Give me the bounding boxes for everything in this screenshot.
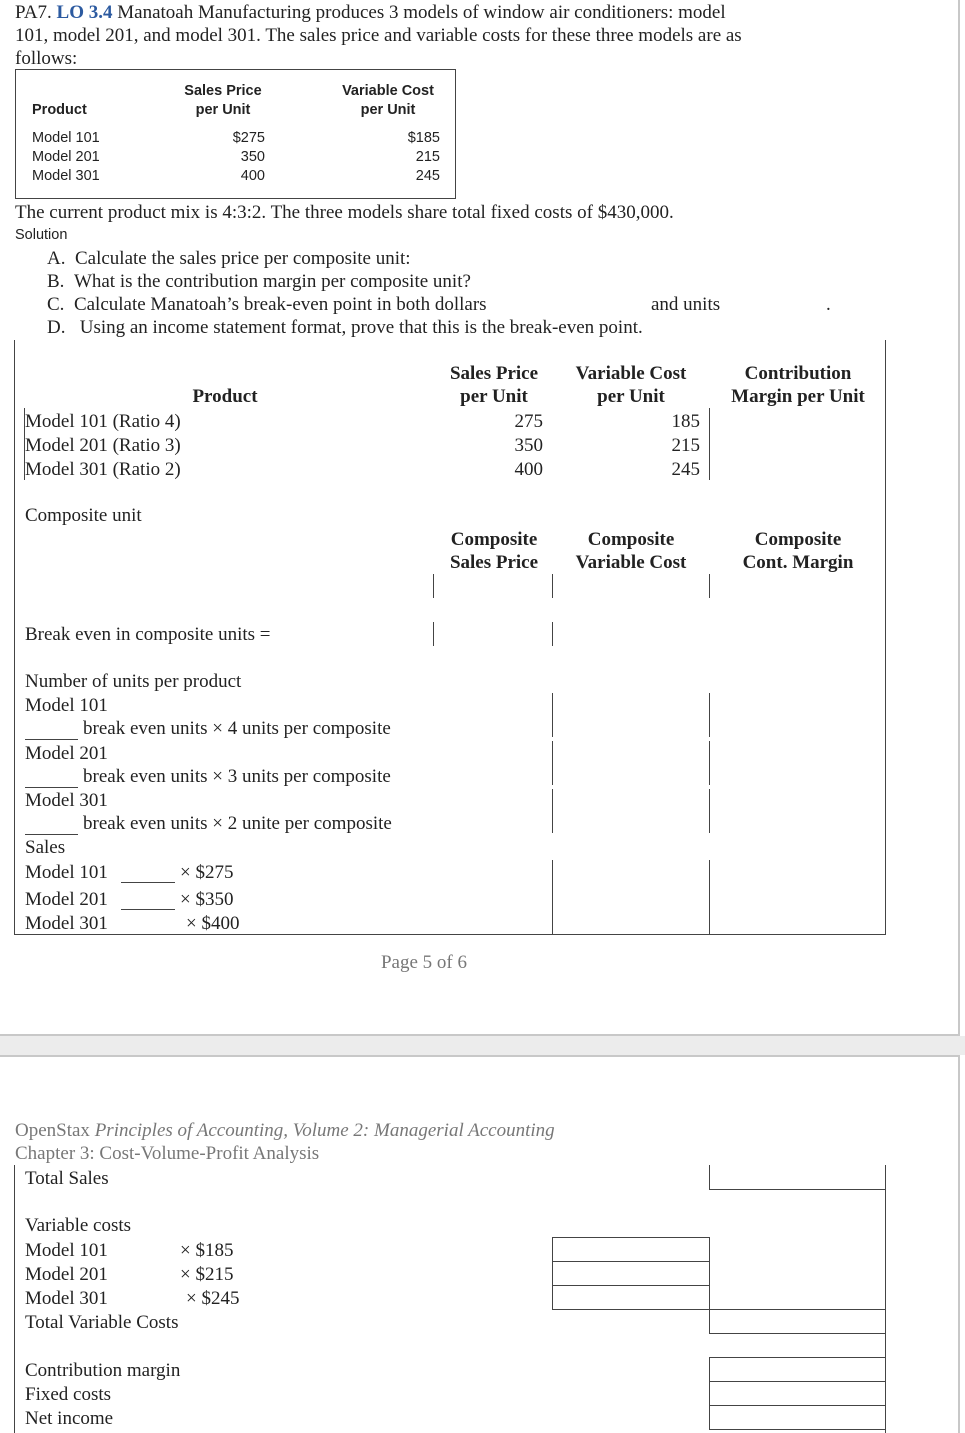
given-header-product: Product	[32, 102, 87, 118]
sales-label: Sales	[25, 837, 66, 858]
net-income-label: Net income	[25, 1408, 114, 1429]
vc-model-name: Model 101	[25, 1240, 108, 1261]
ws-row-cm-left	[709, 408, 710, 480]
break-even-entry-tick	[552, 622, 553, 646]
given-header-sales-price-1: Sales Price	[184, 83, 262, 99]
page2-chapter: Chapter 3: Cost-Volume-Profit Analysis	[15, 1143, 320, 1164]
composite-vc-header-2: Variable Cost	[575, 552, 687, 573]
given-row-variable-cost: 245	[415, 168, 440, 184]
variable-costs-label: Variable costs	[25, 1215, 132, 1236]
ws-row-sales-price: 350	[514, 435, 543, 456]
units-entry-tick	[709, 741, 710, 785]
ws-row-left-tick	[24, 408, 25, 480]
ws-row-sales-price: 275	[514, 411, 543, 432]
given-row-product: Model 301	[32, 168, 100, 184]
ws-row-variable-cost: 245	[671, 459, 700, 480]
ws-header-variable-cost-1: Variable Cost	[575, 363, 687, 384]
total-variable-costs-label: Total Variable Costs	[25, 1312, 179, 1333]
given-header-sales-price-2: per Unit	[195, 102, 251, 118]
vc-entry-cell[interactable]	[552, 1285, 710, 1310]
units-blank-line[interactable]	[25, 834, 78, 835]
given-header-variable-cost-2: per Unit	[360, 102, 416, 118]
units-blank-line[interactable]	[25, 787, 78, 788]
units-entry-tick	[552, 693, 553, 737]
total-sales-cell[interactable]	[709, 1165, 886, 1190]
ws-row-variable-cost: 185	[671, 411, 700, 432]
units-per-product-label: Number of units per product	[25, 671, 242, 692]
sales-model-price: × $275	[180, 862, 234, 883]
question-b: B. What is the contribution margin per composite unit?	[47, 271, 471, 292]
page-edge-right	[958, 0, 960, 1036]
composite-sales-header-1: Composite	[450, 529, 538, 550]
net-income-cell[interactable]	[709, 1405, 886, 1430]
contribution-margin-cell[interactable]	[709, 1357, 886, 1382]
vc-entry-cell[interactable]	[552, 1261, 710, 1286]
given-row-variable-cost: $185	[407, 130, 440, 146]
ws-header-sales-price-1: Sales Price	[449, 363, 539, 384]
given-row-variable-cost: 215	[415, 149, 440, 165]
units-blank-line[interactable]	[25, 739, 78, 740]
sales-blank-line[interactable]	[121, 909, 175, 910]
fixed-costs-cell[interactable]	[709, 1381, 886, 1406]
page2-left-border	[14, 1165, 15, 1433]
problem-statement-line1	[15, 1, 726, 24]
units-model-formula: break even units × 2 unite per composite	[83, 813, 392, 834]
sales-model-name: Model 101	[25, 862, 108, 883]
composite-unit-label: Composite unit	[25, 505, 142, 526]
sales-blank-line[interactable]	[121, 882, 175, 883]
composite-vc-header-1: Composite	[587, 529, 675, 550]
learning-objective-link[interactable]: LO 3.4	[56, 2, 113, 23]
sales-model-price: × $350	[180, 889, 234, 910]
ws-header-cm-1: Contribution	[744, 363, 852, 384]
page-break-top	[0, 1055, 960, 1057]
problem-text: Manatoah Manufacturing produces 3 models of window air conditioners: model	[117, 2, 726, 23]
given-row-sales-price: 400	[240, 168, 265, 184]
composite-cm-header-2: Cont. Margin	[742, 552, 854, 573]
worksheet-bottom-border	[14, 934, 886, 935]
units-model-formula: break even units × 4 units per composite	[83, 718, 391, 739]
sales-model-name: Model 301	[25, 913, 108, 934]
contribution-margin-label: Contribution margin	[25, 1360, 181, 1381]
sales-entry-tick	[709, 860, 710, 935]
sales-entry-tick	[552, 860, 553, 935]
question-d: D. Using an income statement format, prove that this is the break-even point.	[47, 317, 643, 338]
break-even-label: Break even in composite units =	[25, 624, 271, 645]
composite-entry-tick	[552, 574, 553, 598]
ws-header-sales-price-2: per Unit	[460, 386, 528, 407]
worksheet-right-border	[885, 340, 886, 935]
ws-row-sales-price: 400	[514, 459, 543, 480]
product-mix-text: The current product mix is 4:3:2. The three models share total fixed costs of $430,000.	[15, 202, 674, 223]
units-entry-tick	[709, 789, 710, 833]
page2-running-header: OpenStax Principles of Accounting, Volume 2: Managerial Accounting	[15, 1120, 555, 1141]
problem-statement-line3: follows:	[15, 48, 78, 69]
ws-header-product: Product	[192, 386, 258, 407]
composite-entry-tick	[433, 574, 434, 598]
ws-row-product: Model 201 (Ratio 3)	[25, 435, 181, 456]
fixed-costs-label: Fixed costs	[25, 1384, 112, 1405]
worksheet-left-border	[14, 340, 15, 935]
given-row-sales-price: $275	[232, 130, 265, 146]
composite-entry-tick	[709, 574, 710, 598]
question-c-units: and units	[651, 294, 721, 315]
problem-statement-line2: 101, model 201, and model 301. The sales price and variable costs for these three models are as	[15, 25, 742, 46]
question-c: C. Calculate Manatoah’s break-even point in both dollars	[47, 294, 487, 315]
vc-model-name: Model 201	[25, 1264, 108, 1285]
ws-header-cm-2: Margin per Unit	[731, 386, 865, 407]
vc-model-cost: × $215	[180, 1264, 234, 1285]
units-model-formula: break even units × 3 units per composite	[83, 766, 391, 787]
vc-model-cost: × $245	[186, 1288, 240, 1309]
total-variable-costs-cell[interactable]	[709, 1309, 886, 1334]
total-sales-label: Total Sales	[25, 1168, 109, 1189]
question-c-period: .	[826, 294, 831, 315]
units-model-name: Model 101	[25, 695, 108, 716]
page-edge-right	[958, 1055, 960, 1433]
units-model-name: Model 201	[25, 743, 108, 764]
ws-row-product: Model 101 (Ratio 4)	[25, 411, 181, 432]
sales-model-price: × $400	[186, 913, 240, 934]
given-row-product: Model 101	[32, 130, 100, 146]
break-even-entry-tick	[433, 622, 434, 646]
vc-model-name: Model 301	[25, 1288, 108, 1309]
ws-row-product: Model 301 (Ratio 2)	[25, 459, 181, 480]
page-gap	[0, 1036, 965, 1055]
ws-header-variable-cost-2: per Unit	[597, 386, 665, 407]
question-a: A. Calculate the sales price per composite unit:	[47, 248, 411, 269]
units-model-name: Model 301	[25, 790, 108, 811]
ws-row-variable-cost: 215	[671, 435, 700, 456]
units-entry-tick	[552, 789, 553, 833]
solution-label: Solution	[15, 227, 68, 243]
given-row-sales-price: 350	[240, 149, 265, 165]
page-number: Page 5 of 6	[380, 952, 467, 973]
vc-entry-cell[interactable]	[552, 1237, 710, 1262]
units-entry-tick	[709, 693, 710, 737]
problem-id: PA7.	[15, 2, 52, 23]
composite-cm-header-1: Composite	[754, 529, 842, 550]
given-header-variable-cost-1: Variable Cost	[342, 83, 434, 99]
vc-model-cost: × $185	[180, 1240, 234, 1261]
units-entry-tick	[552, 741, 553, 785]
composite-sales-header-2: Sales Price	[449, 552, 539, 573]
sales-model-name: Model 201	[25, 889, 108, 910]
given-row-product: Model 201	[32, 149, 100, 165]
